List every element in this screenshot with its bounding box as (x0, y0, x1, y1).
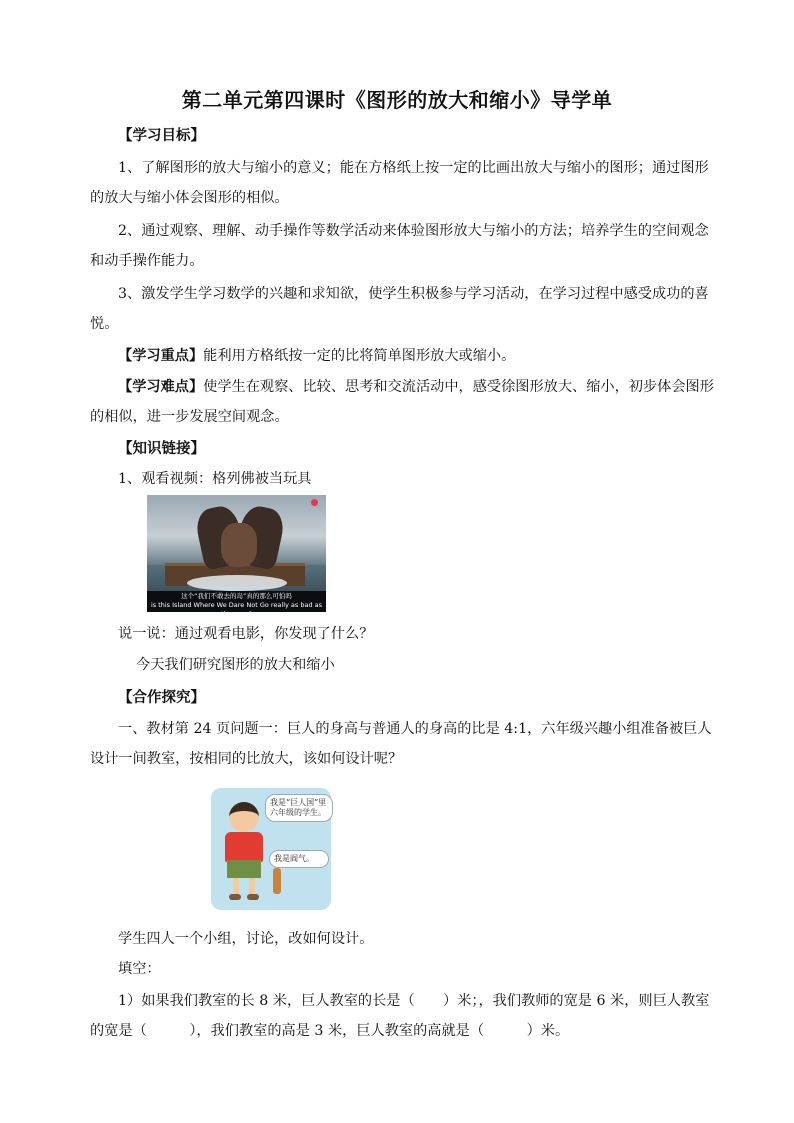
question-1-line-1: 一、教材第 24 页问题一：巨人的身高与普通人的身高的比是 4:1，六年级兴趣小组准备被巨人 (118, 721, 712, 737)
say-prompt: 说一说：通过观看电影，你发现了什么？ (118, 626, 374, 642)
cartoon-shoe-right (247, 894, 259, 900)
small-person (273, 868, 281, 894)
goal-1-line-1: 1、了解图形的放大与缩小的意义；能在方格纸上按一定的比画出放大与缩小的图形；通过图形 (118, 160, 709, 176)
goals-header: 【学习目标】 (118, 128, 205, 144)
goal-3-line-1: 3、激发学生学习数学的兴趣和求知欲，使学生积极参与学习活动，在学习过程中感受成功的喜 (118, 286, 709, 302)
movie-subtitle-en: is this Island Where We Dare Not Go really as bad as they say? (150, 601, 323, 618)
goal-2-line-2: 和动手操作能力。 (90, 253, 204, 269)
giant-figure (221, 523, 257, 567)
cartoon-shorts (227, 860, 261, 878)
key-point-text: 能利用方格纸按一定的比将简单图形放大或缩小。 (203, 348, 516, 364)
knowledge-item-1: 1、观看视频：格列佛被当玩具 (118, 471, 312, 487)
movie-subtitle (147, 591, 326, 618)
page-title: 第二单元第四课时《图形的放大和缩小》导学单 (181, 88, 613, 112)
speech-bubble-1: 我是“巨人国”里六年级的学生。 (265, 794, 333, 822)
cartoon-shoe-left (229, 894, 241, 900)
difficulty (118, 376, 714, 396)
goal-1-line-2: 的放大与缩小体会图形的相似。 (90, 190, 289, 206)
goal-2-line-1: 2、通过观察、理解、动手操作等数学活动来体验图形放大与缩小的方法；培养学生的空间观念 (118, 223, 709, 239)
key-point (118, 345, 515, 365)
fill-1-line-2: 的宽是（ ），我们教室的高是 3 米，巨人教室的高就是（ ）米。 (90, 1023, 570, 1039)
record-dot-icon (311, 499, 318, 506)
knowledge-header: 【知识链接】 (118, 441, 205, 457)
student-cartoon-image (211, 788, 331, 910)
cartoon-shirt (225, 832, 263, 862)
difficulty-label: 【学习难点】 (118, 379, 204, 395)
movie-subtitle-cn: 这个“我们不敢去的岛”真的那么可怕吗 (181, 592, 292, 600)
question-1-line-2: 设计一间教室，按相同的比放大，该如何设计呢？ (90, 751, 403, 767)
difficulty-text-2: 的相似，进一步发展空间观念。 (90, 409, 289, 425)
movie-still-image (147, 495, 326, 618)
today-topic: 今天我们研究图形的放大和缩小 (136, 657, 335, 673)
goal-3-line-2: 悦。 (90, 316, 119, 332)
cartoon-head (229, 802, 259, 832)
fill-1-line-1: 1）如果我们教室的长 8 米，巨人教室的长是（ ）米；，我们教师的宽是 6 米，则巨人教室 (118, 993, 710, 1009)
splash (187, 575, 287, 591)
fill-label: 填空： (118, 961, 161, 977)
key-point-label: 【学习重点】 (118, 348, 204, 364)
explore-header: 【合作探究】 (118, 690, 205, 706)
speech-bubble-2: 我是阎气。 (269, 850, 329, 868)
group-discussion: 学生四人一个小组，讨论，改如何设计。 (118, 931, 374, 947)
difficulty-text-1: 使学生在观察、比较、思考和交流活动中，感受徐图形放大、缩小，初步体会图形 (203, 379, 714, 395)
